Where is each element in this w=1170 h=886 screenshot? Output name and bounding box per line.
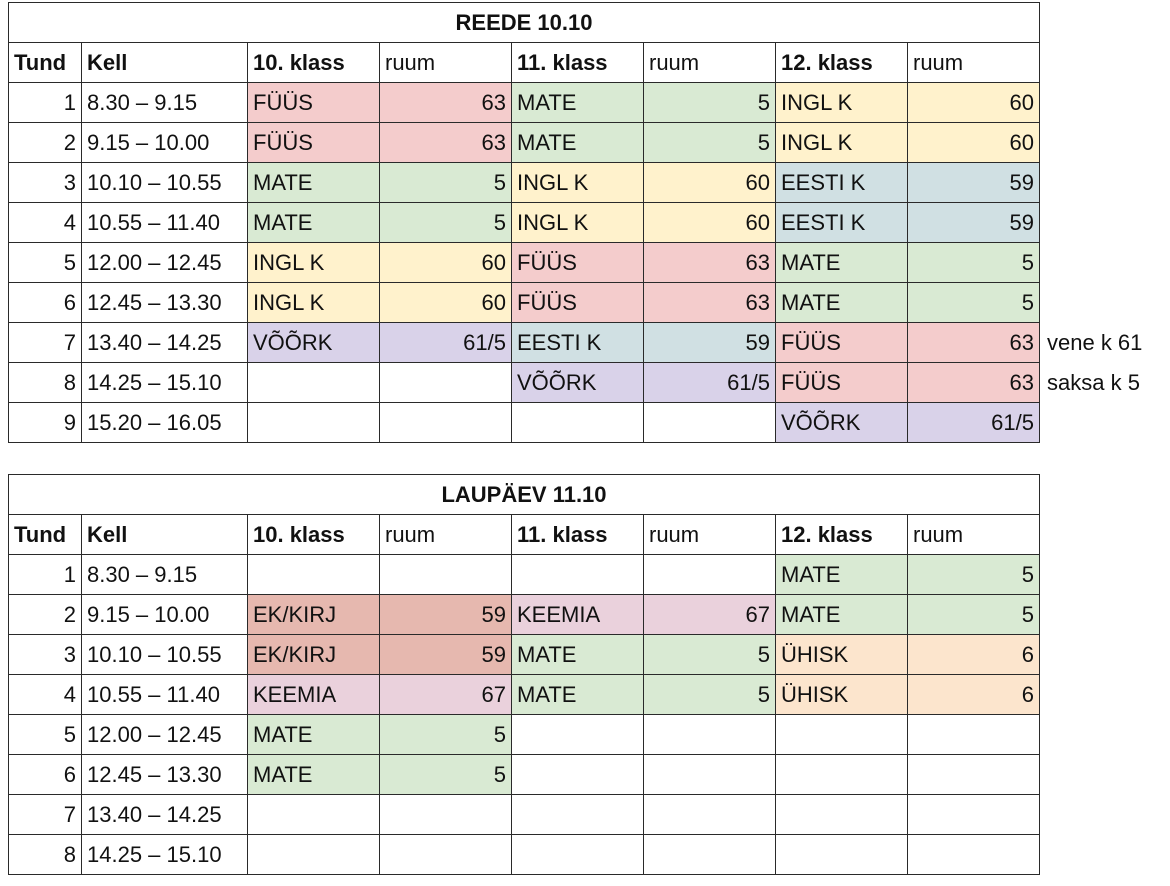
header-room: ruum (644, 43, 776, 83)
lesson-time: 10.10 – 10.55 (82, 635, 248, 675)
subject-class-11: EESTI K (512, 323, 644, 363)
room-class-12: 63 (908, 323, 1040, 363)
subject-class-12: INGL K (776, 83, 908, 123)
subject-class-11 (512, 835, 644, 875)
room-class-11 (644, 555, 776, 595)
room-class-12: 5 (908, 243, 1040, 283)
lesson-time: 12.45 – 13.30 (82, 283, 248, 323)
room-class-10: 5 (380, 163, 512, 203)
room-class-11: 60 (644, 203, 776, 243)
lesson-time: 12.00 – 12.45 (82, 243, 248, 283)
room-class-12 (908, 755, 1040, 795)
header-tund: Tund (9, 43, 82, 83)
table-title: REEDE 10.10 (9, 3, 1040, 43)
saturday-timetable (8, 474, 1040, 875)
room-class-11 (644, 715, 776, 755)
subject-class-10: MATE (248, 755, 380, 795)
table-row (9, 835, 1040, 875)
room-class-10 (380, 363, 512, 403)
subject-class-10: EK/KIRJ (248, 595, 380, 635)
room-class-10: 59 (380, 635, 512, 675)
subject-class-12 (776, 715, 908, 755)
side-note: vene k 61 (1047, 330, 1143, 355)
subject-class-12: FÜÜS (776, 363, 908, 403)
lesson-number: 4 (9, 203, 82, 243)
room-class-10: 5 (380, 755, 512, 795)
subject-class-11: VÕÕRK (512, 363, 644, 403)
subject-class-12: INGL K (776, 123, 908, 163)
lesson-number: 3 (9, 635, 82, 675)
table-row (9, 83, 1040, 123)
subject-class-10: INGL K (248, 283, 380, 323)
room-class-11: 67 (644, 595, 776, 635)
table-row (9, 363, 1040, 403)
room-class-11: 5 (644, 123, 776, 163)
table-row (9, 203, 1040, 243)
subject-class-11: FÜÜS (512, 283, 644, 323)
room-class-11: 5 (644, 675, 776, 715)
room-class-10 (380, 835, 512, 875)
room-class-10: 60 (380, 243, 512, 283)
room-class-12: 5 (908, 283, 1040, 323)
subject-class-12 (776, 755, 908, 795)
lesson-number: 2 (9, 595, 82, 635)
header-room: ruum (380, 43, 512, 83)
header-class-12: 12. klass (776, 43, 908, 83)
subject-class-11: INGL K (512, 163, 644, 203)
room-class-12: 59 (908, 203, 1040, 243)
subject-class-12: EESTI K (776, 203, 908, 243)
subject-class-12: MATE (776, 243, 908, 283)
lesson-number: 5 (9, 715, 82, 755)
friday-timetable (8, 2, 1040, 443)
lesson-time: 10.10 – 10.55 (82, 163, 248, 203)
table-row (9, 555, 1040, 595)
subject-class-11 (512, 795, 644, 835)
lesson-time: 14.25 – 15.10 (82, 363, 248, 403)
lesson-time: 14.25 – 15.10 (82, 835, 248, 875)
subject-class-10 (248, 795, 380, 835)
subject-class-12: MATE (776, 595, 908, 635)
subject-class-12 (776, 835, 908, 875)
subject-class-10: EK/KIRJ (248, 635, 380, 675)
room-class-12: 6 (908, 635, 1040, 675)
subject-class-12: FÜÜS (776, 323, 908, 363)
room-class-12: 5 (908, 555, 1040, 595)
room-class-10: 63 (380, 83, 512, 123)
room-class-10 (380, 555, 512, 595)
lesson-number: 1 (9, 83, 82, 123)
lesson-time: 10.55 – 11.40 (82, 203, 248, 243)
room-class-12: 63 (908, 363, 1040, 403)
lesson-time: 9.15 – 10.00 (82, 595, 248, 635)
room-class-12: 61/5 (908, 403, 1040, 443)
subject-class-10 (248, 363, 380, 403)
room-class-11: 63 (644, 243, 776, 283)
side-note: saksa k 5 (1047, 370, 1140, 395)
lesson-number: 4 (9, 675, 82, 715)
subject-class-12: ÜHISK (776, 675, 908, 715)
lesson-number: 9 (9, 403, 82, 443)
room-class-10: 61/5 (380, 323, 512, 363)
subject-class-11 (512, 755, 644, 795)
table-row (9, 715, 1040, 755)
subject-class-12 (776, 795, 908, 835)
room-class-10: 5 (380, 715, 512, 755)
header-class-10: 10. klass (248, 515, 380, 555)
room-class-12 (908, 835, 1040, 875)
subject-class-10 (248, 835, 380, 875)
table-row (9, 323, 1040, 363)
header-class-12: 12. klass (776, 515, 908, 555)
lesson-time: 10.55 – 11.40 (82, 675, 248, 715)
lesson-number: 3 (9, 163, 82, 203)
table-row (9, 795, 1040, 835)
room-class-11: 60 (644, 163, 776, 203)
subject-class-12: ÜHISK (776, 635, 908, 675)
room-class-12 (908, 795, 1040, 835)
lesson-number: 5 (9, 243, 82, 283)
room-class-10 (380, 403, 512, 443)
lesson-number: 2 (9, 123, 82, 163)
room-class-11 (644, 755, 776, 795)
lesson-number: 6 (9, 755, 82, 795)
subject-class-10: MATE (248, 163, 380, 203)
room-class-12: 6 (908, 675, 1040, 715)
room-class-11 (644, 835, 776, 875)
room-class-12: 60 (908, 123, 1040, 163)
table-title: LAUPÄEV 11.10 (9, 475, 1040, 515)
lesson-number: 6 (9, 283, 82, 323)
table-row (9, 123, 1040, 163)
room-class-10: 59 (380, 595, 512, 635)
table-row (9, 635, 1040, 675)
room-class-12: 59 (908, 163, 1040, 203)
subject-class-10: MATE (248, 715, 380, 755)
subject-class-11 (512, 403, 644, 443)
room-class-12 (908, 715, 1040, 755)
lesson-number: 7 (9, 795, 82, 835)
lesson-time: 12.45 – 13.30 (82, 755, 248, 795)
header-room: ruum (644, 515, 776, 555)
lesson-number: 1 (9, 555, 82, 595)
subject-class-10 (248, 403, 380, 443)
subject-class-12: MATE (776, 283, 908, 323)
subject-class-10: KEEMIA (248, 675, 380, 715)
subject-class-10 (248, 555, 380, 595)
header-class-11: 11. klass (512, 515, 644, 555)
room-class-10 (380, 795, 512, 835)
header-class-10: 10. klass (248, 43, 380, 83)
header-class-11: 11. klass (512, 43, 644, 83)
room-class-12: 60 (908, 83, 1040, 123)
lesson-time: 13.40 – 14.25 (82, 323, 248, 363)
lesson-number: 8 (9, 835, 82, 875)
subject-class-11: MATE (512, 83, 644, 123)
subject-class-11 (512, 555, 644, 595)
lesson-time: 13.40 – 14.25 (82, 795, 248, 835)
room-class-10: 63 (380, 123, 512, 163)
table-row (9, 675, 1040, 715)
subject-class-10: VÕÕRK (248, 323, 380, 363)
subject-class-10: MATE (248, 203, 380, 243)
subject-class-11: FÜÜS (512, 243, 644, 283)
lesson-number: 8 (9, 363, 82, 403)
table-row (9, 403, 1040, 443)
room-class-11 (644, 403, 776, 443)
table-row (9, 243, 1040, 283)
room-class-11: 59 (644, 323, 776, 363)
subject-class-11: MATE (512, 123, 644, 163)
table-row (9, 595, 1040, 635)
header-kell: Kell (82, 515, 248, 555)
lesson-number: 7 (9, 323, 82, 363)
room-class-12: 5 (908, 595, 1040, 635)
subject-class-10: FÜÜS (248, 83, 380, 123)
lesson-time: 12.00 – 12.45 (82, 715, 248, 755)
subject-class-11: MATE (512, 675, 644, 715)
room-class-11: 5 (644, 83, 776, 123)
subject-class-11: MATE (512, 635, 644, 675)
header-room: ruum (380, 515, 512, 555)
header-tund: Tund (9, 515, 82, 555)
lesson-time: 9.15 – 10.00 (82, 123, 248, 163)
table-row (9, 163, 1040, 203)
table-row (9, 283, 1040, 323)
room-class-10: 67 (380, 675, 512, 715)
subject-class-11: KEEMIA (512, 595, 644, 635)
lesson-time: 8.30 – 9.15 (82, 555, 248, 595)
room-class-10: 5 (380, 203, 512, 243)
room-class-11: 63 (644, 283, 776, 323)
lesson-time: 15.20 – 16.05 (82, 403, 248, 443)
subject-class-11 (512, 715, 644, 755)
header-kell: Kell (82, 43, 248, 83)
subject-class-12: VÕÕRK (776, 403, 908, 443)
subject-class-12: EESTI K (776, 163, 908, 203)
table-row (9, 755, 1040, 795)
header-room: ruum (908, 515, 1040, 555)
subject-class-10: FÜÜS (248, 123, 380, 163)
room-class-11: 61/5 (644, 363, 776, 403)
subject-class-11: INGL K (512, 203, 644, 243)
room-class-11: 5 (644, 635, 776, 675)
room-class-11 (644, 795, 776, 835)
subject-class-12: MATE (776, 555, 908, 595)
subject-class-10: INGL K (248, 243, 380, 283)
lesson-time: 8.30 – 9.15 (82, 83, 248, 123)
header-room: ruum (908, 43, 1040, 83)
room-class-10: 60 (380, 283, 512, 323)
